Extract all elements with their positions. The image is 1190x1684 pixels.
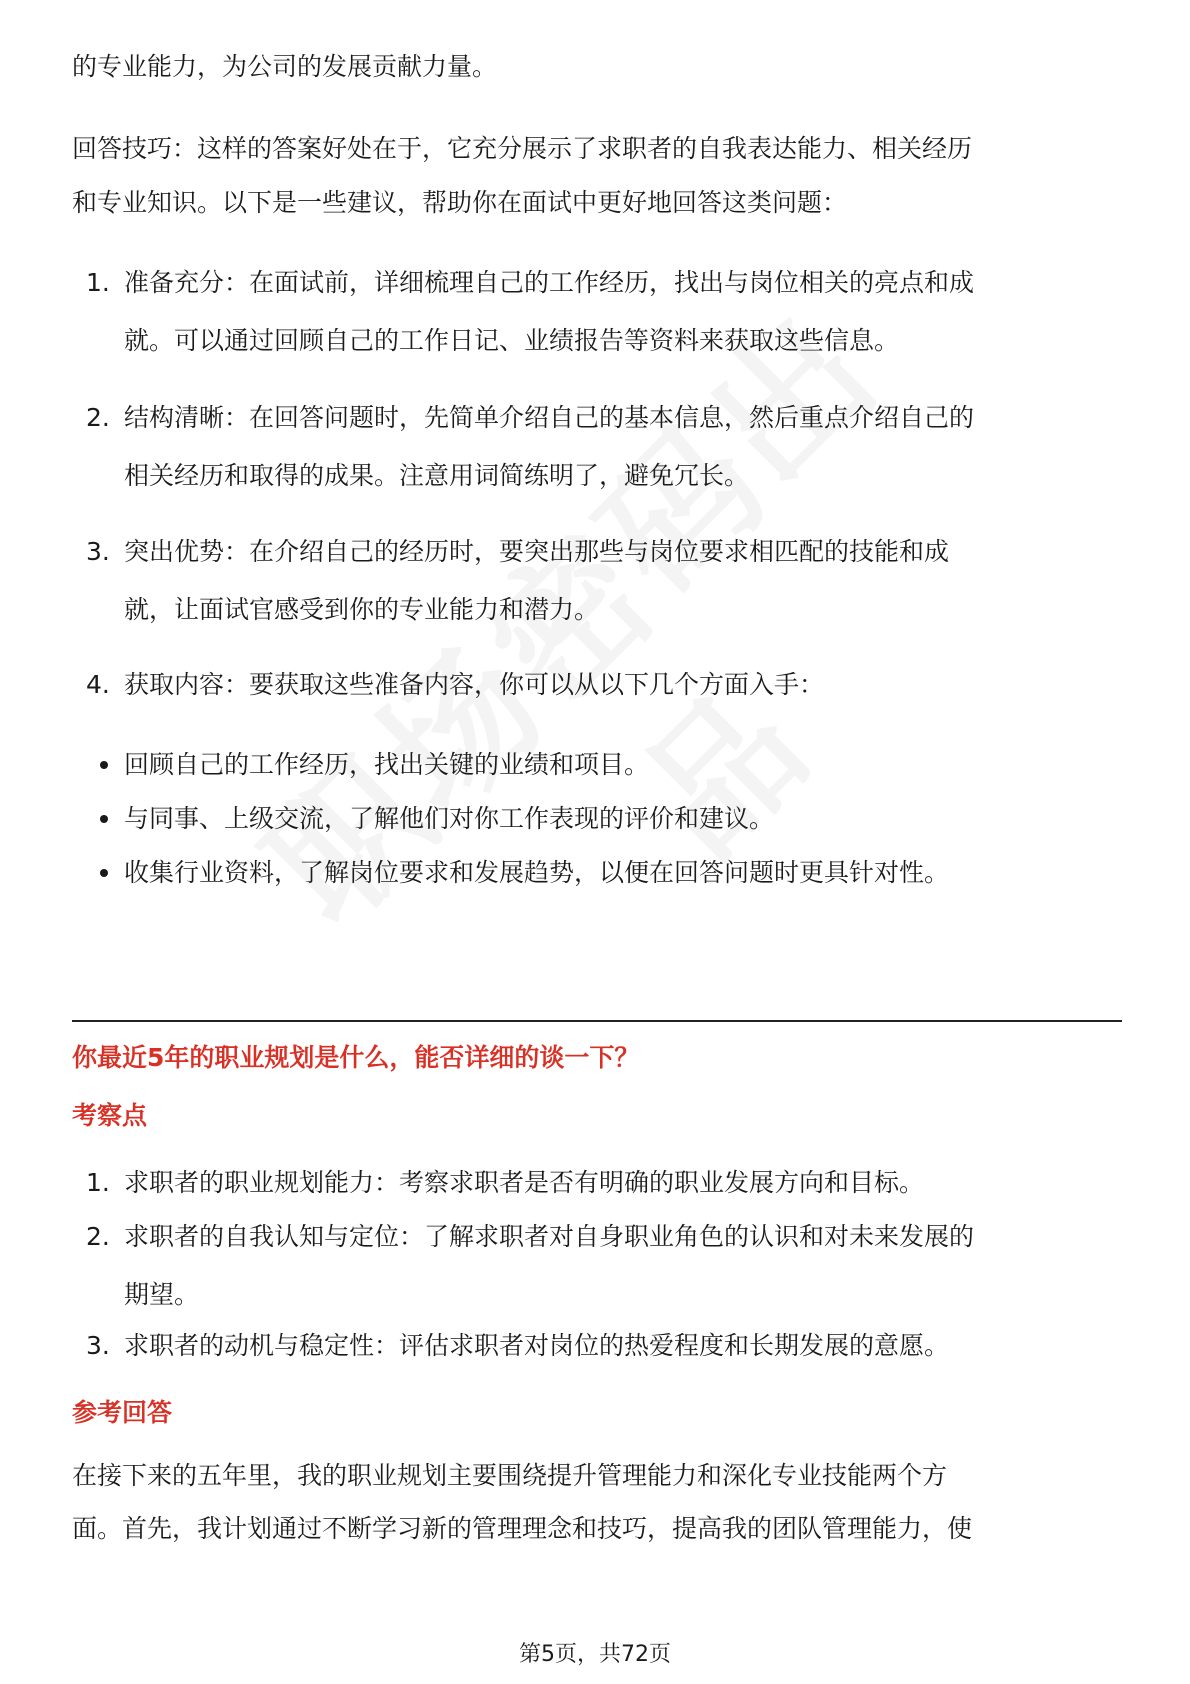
list-number: 1. (86, 1168, 110, 1197)
list-text (124, 523, 1124, 639)
bullet-text: 收集行业资料，了解岗位要求和发展趋势，以便在回答问题时更具针对性。 (124, 858, 950, 887)
answer-line-2: 面。首先，我计划通过不断学习新的管理理念和技巧，提高我的团队管理能力，使 (72, 1514, 973, 1543)
list-text (124, 389, 1124, 505)
list-text: 获取内容：要获取这些准备内容，你可以从以下几个方面入手： (124, 670, 825, 699)
list-text-line: 求职者的自我认知与定位：了解求职者对自身职业角色的认识和对未来发展的 (124, 1222, 975, 1251)
list-number: 3. (86, 537, 110, 566)
answer-line-1: 在接下来的五年里，我的职业规划主要围绕提升管理能力和深化专业技能两个方 (72, 1461, 948, 1490)
bullet-text: 回顾自己的工作经历，找出关键的业绩和项目。 (124, 750, 650, 779)
bullet-dot-icon (100, 761, 108, 769)
list-number: 2. (86, 1222, 110, 1251)
bullet-dot-icon (100, 815, 108, 823)
list-text-line: 突出优势：在介绍自己的经历时，要突出那些与岗位要求相匹配的技能和成 (124, 537, 950, 566)
list-number: 3. (86, 1331, 110, 1360)
section-heading-answer: 参考回答 (72, 1398, 173, 1427)
intro-tail: 的专业能力，为公司的发展贡献力量。 (72, 52, 498, 81)
section-divider (72, 1020, 1122, 1022)
list-text-line: 就。可以通过回顾自己的工作日记、业绩报告等资料来获取这些信息。 (124, 326, 900, 355)
list-text-line: 准备充分：在面试前，详细梳理自己的工作经历，找出与岗位相关的亮点和成 (124, 268, 975, 297)
list-number: 2. (86, 403, 110, 432)
list-number: 4. (86, 670, 110, 699)
list-number: 1. (86, 268, 110, 297)
question-heading: 你最近5年的职业规划是什么，能否详细的谈一下？ (72, 1043, 640, 1072)
list-text (124, 254, 1124, 370)
bullet-text: 与同事、上级交流，了解他们对你工作表现的评价和建议。 (124, 804, 775, 833)
tips-line-2: 和专业知识。以下是一些建议，帮助你在面试中更好地回答这类问题： (72, 188, 848, 217)
list-text-line: 期望。 (124, 1280, 200, 1309)
page-footer: 第5页，共72页 (519, 1642, 671, 1667)
list-text-line: 结构清晰：在回答问题时，先简单介绍自己的基本信息，然后重点介绍自己的 (124, 403, 975, 432)
bullet-dot-icon (100, 869, 108, 877)
list-text-line: 就，让面试官感受到你的专业能力和潜力。 (124, 595, 600, 624)
list-text: 求职者的职业规划能力：考察求职者是否有明确的职业发展方向和目标。 (124, 1168, 925, 1197)
list-text (124, 1208, 1124, 1324)
list-text-line: 相关经历和取得的成果。注意用词简练明了，避免冗长。 (124, 461, 750, 490)
tips-line-1: 回答技巧：这样的答案好处在于，它充分展示了求职者的自我表达能力、相关经历 (72, 134, 973, 163)
list-text: 求职者的动机与稳定性：评估求职者对岗位的热爱程度和长期发展的意愿。 (124, 1331, 950, 1360)
section-heading-examine: 考察点 (72, 1101, 148, 1130)
